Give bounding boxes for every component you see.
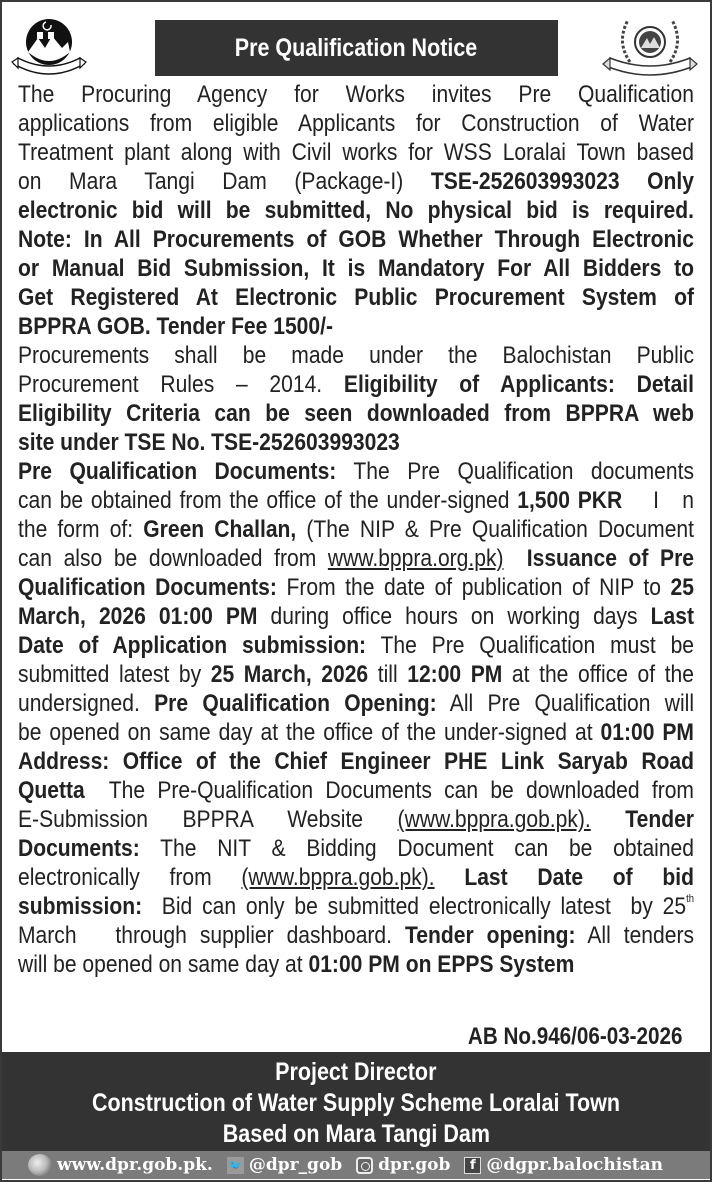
facebook-link[interactable] xyxy=(464,1155,663,1175)
bold-text: Date of Application submission: xyxy=(18,632,367,659)
body-line-text xyxy=(18,892,694,921)
body-line-text xyxy=(18,544,694,573)
body-line xyxy=(18,341,694,370)
body-text-run: March through supplier dashboard. xyxy=(18,922,405,949)
ab-number: AB No.946/06-03-2026 xyxy=(467,1023,682,1050)
bold-text: Tender xyxy=(625,806,694,833)
body-text-run: The Pre-Qualification Documents can be downloaded from xyxy=(84,777,694,804)
body-text-run: applications from eligible Applicants for Construction of Water xyxy=(18,110,694,137)
body-line-text xyxy=(18,747,694,776)
body-line-text xyxy=(18,428,400,457)
body-line-text xyxy=(18,196,694,225)
notice-body xyxy=(18,80,694,979)
body-line-text xyxy=(18,341,694,370)
body-text-run: From the date of publication of NIP to xyxy=(276,574,671,601)
body-text-run: The Pre Qualification must be xyxy=(366,632,694,659)
bold-text: Issuance of Pre xyxy=(526,545,694,572)
body-text-run: during office hours on working days xyxy=(257,603,651,630)
body-line-text xyxy=(18,950,574,979)
twitter-icon: 🐦 xyxy=(228,1158,243,1172)
bold-text: Quetta xyxy=(18,777,85,804)
bold-text: 25 xyxy=(670,574,694,601)
bold-text: Tender opening: xyxy=(404,922,576,949)
body-line xyxy=(18,573,694,602)
body-line xyxy=(18,863,694,892)
body-line xyxy=(18,109,694,138)
body-text-run: be opened on same day at the office of the under-signed at xyxy=(18,719,601,746)
bold-text: Get Registered At Electronic Public Procurement System of xyxy=(18,284,694,311)
bold-text: Last xyxy=(650,603,694,630)
body-line-text xyxy=(18,138,694,167)
body-text-run: can be obtained from the office of the under-signed xyxy=(18,487,518,514)
body-line-text xyxy=(18,80,694,109)
project-subtitle: Based on Mara Tangi Dam xyxy=(222,1120,490,1148)
dgpr-emblem-logo xyxy=(600,12,700,80)
body-line-text xyxy=(18,399,694,428)
body-line xyxy=(18,689,694,718)
body-text-run: the form of: xyxy=(18,516,144,543)
bold-text: 12:00 PM xyxy=(407,661,503,688)
body-text-run xyxy=(591,806,626,833)
url-link[interactable]: (www.bppra.gob.pk). xyxy=(397,806,591,833)
bold-text: submission: xyxy=(18,893,143,920)
body-line xyxy=(18,544,694,573)
bold-text: Pre Qualification Opening: xyxy=(154,690,437,717)
body-line xyxy=(18,80,694,109)
body-text-run: can also be downloaded from xyxy=(18,545,328,572)
body-text-run xyxy=(504,545,527,572)
website-link[interactable] xyxy=(28,1154,213,1176)
body-line-text xyxy=(18,776,694,805)
bold-text: Eligibility Criteria can be seen downloaded from BPPRA web xyxy=(18,400,694,427)
body-text-run xyxy=(435,864,465,891)
body-text-run: Procurement Rules – 2014. xyxy=(18,371,344,398)
body-line xyxy=(18,776,694,805)
body-text-run: I n xyxy=(622,487,694,514)
body-line xyxy=(18,167,694,196)
body-text-run: The NIT & Bidding Document can be obtained xyxy=(139,835,694,862)
instagram-icon xyxy=(356,1157,373,1174)
bold-text: 1,500 PKR xyxy=(517,487,623,514)
body-line-text xyxy=(18,602,694,631)
body-line-text xyxy=(18,370,694,399)
body-line-text xyxy=(18,834,694,863)
notice-title: Pre Qualification Notice xyxy=(235,33,478,62)
bold-text: TSE-252603993023 Only xyxy=(430,168,694,195)
body-line-text xyxy=(18,805,694,834)
body-line xyxy=(18,631,694,660)
website-text: www.dpr.gob.pk. xyxy=(57,1155,213,1175)
body-line xyxy=(18,196,694,225)
bold-text: Qualification Documents: xyxy=(18,574,277,601)
body-line xyxy=(18,834,694,863)
body-line xyxy=(18,138,694,167)
emblem-left-icon xyxy=(10,12,88,80)
body-line xyxy=(18,515,694,544)
body-text-run: undersigned. xyxy=(18,690,155,717)
balochistan-emblem-logo xyxy=(10,12,88,80)
body-text-run: All tenders xyxy=(575,922,694,949)
body-line xyxy=(18,225,694,254)
body-text-run: at the office of the xyxy=(502,661,694,688)
body-line-text xyxy=(18,457,694,486)
signatory-band xyxy=(2,1052,710,1151)
body-line xyxy=(18,399,694,428)
body-line xyxy=(18,892,694,921)
body-line xyxy=(18,805,694,834)
bold-text: BPPRA GOB. Tender Fee 1500/- xyxy=(18,313,333,340)
bold-text: electronic bid will be submitted, No physical bid is required. xyxy=(18,197,694,224)
bold-text: Note: In All Procurements of GOB Whether Through Electronic xyxy=(18,226,694,253)
body-text-run: on Mara Tangi Dam (Package-I) xyxy=(18,168,431,195)
superscript-text: th xyxy=(686,893,694,905)
body-line xyxy=(18,950,694,979)
body-line xyxy=(18,457,694,486)
body-line-text xyxy=(18,631,694,660)
body-line xyxy=(18,660,694,689)
project-name: Construction of Water Supply Scheme Loralai Town xyxy=(91,1089,620,1117)
body-line-text xyxy=(18,921,694,950)
bold-text: Address: Office of the Chief Engineer PHE Link Saryab Road xyxy=(18,748,694,775)
facebook-icon: f xyxy=(464,1157,481,1174)
body-line-text xyxy=(18,515,694,544)
bold-text: 01:00 PM xyxy=(600,719,694,746)
body-line xyxy=(18,718,694,747)
social-strip xyxy=(2,1151,710,1179)
body-text-run: Bid can only be submitted electronically latest by 25 xyxy=(142,893,687,920)
bold-text: or Manual Bid Submission, It is Mandatory For All Bidders to xyxy=(18,255,694,282)
body-line-text xyxy=(18,718,694,747)
body-line-text xyxy=(18,312,333,341)
body-text-run: The Pre Qualification documents xyxy=(336,458,694,485)
body-line-text xyxy=(18,167,694,196)
bold-text: Eligibility of Applicants: Detail xyxy=(343,371,694,398)
bold-text: 25 March, 2026 xyxy=(210,661,369,688)
emblem-right-icon xyxy=(600,12,700,80)
instagram-handle: dpr.gob xyxy=(378,1155,451,1175)
bold-text: 01:00 PM on EPPS System xyxy=(308,951,575,978)
body-line xyxy=(18,370,694,399)
body-line-text xyxy=(18,689,694,718)
url-link[interactable]: (www.bppra.gob.pk). xyxy=(241,864,435,891)
body-line-text xyxy=(18,660,694,689)
body-text-run: Treatment plant along with Civil works for WSS Loralai Town based xyxy=(18,139,694,166)
instagram-link[interactable] xyxy=(356,1155,450,1175)
body-line xyxy=(18,486,694,515)
globe-icon xyxy=(28,1154,52,1176)
body-line xyxy=(18,428,694,457)
body-text-run: The Procuring Agency for Works invites Pre Qualification xyxy=(18,81,694,108)
bold-text: Pre Qualification Documents: xyxy=(18,458,337,485)
body-line-text xyxy=(18,109,694,138)
bold-text: site under TSE No. TSE-252603993023 xyxy=(18,429,400,456)
body-line xyxy=(18,283,694,312)
body-line xyxy=(18,602,694,631)
body-text-run: electronically from xyxy=(18,864,242,891)
body-text-run: E-Submission BPPRA Website xyxy=(18,806,398,833)
body-text-run: submitted latest by xyxy=(18,661,211,688)
twitter-handle: @dpr_gob xyxy=(248,1155,343,1175)
body-line xyxy=(18,312,694,341)
body-text-run: All Pre Qualification will xyxy=(436,690,694,717)
body-text-run: Procurements shall be made under the Balochistan Public xyxy=(18,342,694,369)
body-line-text xyxy=(18,573,694,602)
bold-text: Last Date of bid xyxy=(464,864,694,891)
body-line xyxy=(18,921,694,950)
body-text-run: will be opened on same day at xyxy=(18,951,309,978)
bold-text: Green Challan, xyxy=(143,516,297,543)
bold-text: Documents: xyxy=(18,835,140,862)
signatory-title: Project Director xyxy=(275,1058,437,1086)
twitter-link[interactable] xyxy=(227,1155,342,1175)
body-line xyxy=(18,254,694,283)
body-text-run: till xyxy=(368,661,408,688)
body-line-text xyxy=(18,254,694,283)
notice-title-banner xyxy=(155,20,558,76)
body-line-text xyxy=(18,486,694,515)
body-line-text xyxy=(18,283,694,312)
bold-text: March, 2026 01:00 PM xyxy=(18,603,258,630)
body-line-text xyxy=(18,225,694,254)
body-text-run: (The NIP & Pre Qualification Document xyxy=(296,516,694,543)
url-link[interactable]: www.bppra.org.pk) xyxy=(327,545,504,572)
body-line xyxy=(18,747,694,776)
facebook-handle: @dgpr.balochistan xyxy=(486,1155,664,1175)
body-line-text xyxy=(18,863,694,892)
